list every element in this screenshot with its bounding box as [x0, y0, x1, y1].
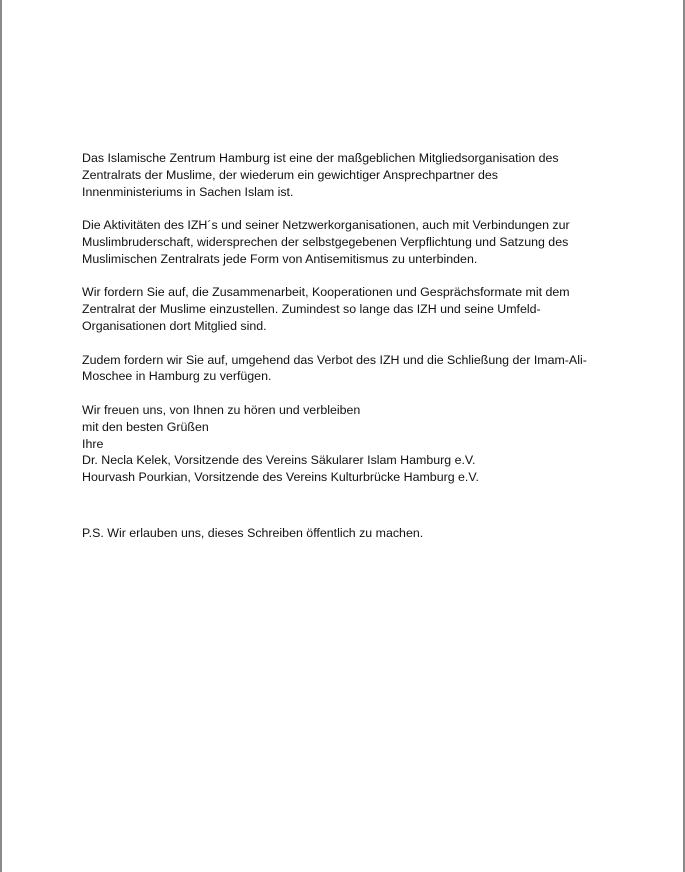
paragraph-4: [82, 352, 622, 386]
spacer: [82, 503, 622, 525]
text-line: Zentralrat der Muslime einzustellen. Zumindest so lange das IZH und seine Umfeld-: [82, 302, 541, 317]
document-page: [2, 0, 683, 872]
closing-line: Ihre: [82, 436, 104, 451]
text-line: Muslimbruderschaft, widersprechen der selbstgegebenen Verpflichtung und Satzung des: [82, 234, 569, 249]
text-line: Zentralrats der Muslime, der wiederum ein gewichtiger Ansprechpartner des: [82, 167, 498, 182]
closing-block: [82, 402, 622, 486]
paragraph-1: [82, 150, 622, 200]
text-line: Wir fordern Sie auf, die Zusammenarbeit, Kooperationen und Gesprächsformate mit dem: [82, 285, 570, 300]
text-line: Moschee in Hamburg zu verfügen.: [82, 369, 272, 384]
signatory-1: Dr. Necla Kelek, Vorsitzende des Vereins Säkularer Islam Hamburg e.V.: [82, 453, 476, 468]
text-line: Innenministeriums in Sachen Islam ist.: [82, 184, 294, 199]
letter-body: [82, 150, 622, 558]
text-line: Muslimischen Zentralrats jede Form von Antisemitismus zu unterbinden.: [82, 251, 478, 266]
text-line: Die Aktivitäten des IZH´s und seiner Netzwerkorganisationen, auch mit Verbindungen zur: [82, 218, 570, 233]
postscript: [82, 525, 622, 542]
closing-line: mit den besten Grüßen: [82, 419, 209, 434]
text-line: Das Islamische Zentrum Hamburg ist eine der maßgeblichen Mitgliedsorganisation des: [82, 151, 559, 165]
paragraph-3: [82, 284, 622, 334]
signatory-2: Hourvash Pourkian, Vorsitzende des Vereins Kulturbrücke Hamburg e.V.: [82, 470, 479, 485]
postscript-line: P.S. Wir erlauben uns, dieses Schreiben öffentlich zu machen.: [82, 525, 424, 540]
text-line: Organisationen dort Mitglied sind.: [82, 318, 267, 333]
closing-line: Wir freuen uns, von Ihnen zu hören und verbleiben: [82, 402, 361, 417]
paragraph-2: [82, 217, 622, 267]
text-line: Zudem fordern wir Sie auf, umgehend das Verbot des IZH und die Schließung der Imam-Ali-: [82, 352, 587, 367]
